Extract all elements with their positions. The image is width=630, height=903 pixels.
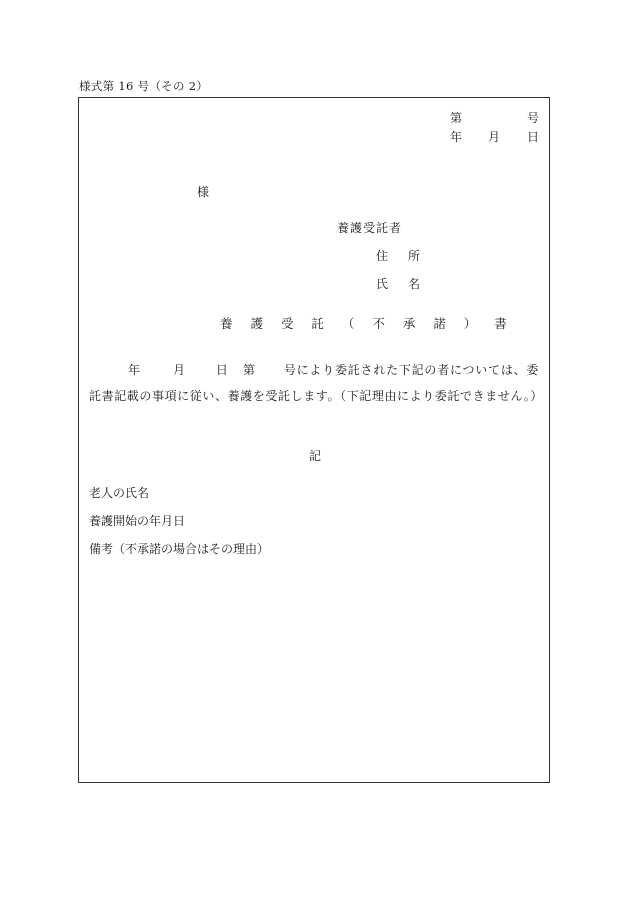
date-day: 日 [527, 130, 540, 144]
item-start-date: 養護開始の年月日 [89, 514, 186, 528]
body-text: 号により委託された下記の者については、委託書記載の事項に従い、養護を受託します。（下記理由により委託できません。） [89, 363, 543, 403]
number-prefix: 第 [450, 111, 463, 125]
address-label: 住 所 [376, 249, 425, 263]
document-title: 養 護 受 託 （ 不 承 諾 ） 書 [220, 316, 514, 331]
item-elder-name: 老人の氏名 [89, 486, 150, 500]
ki-label: 記 [309, 449, 322, 463]
body-day: 日 [215, 363, 229, 377]
form-label: 様式第 16 号（その 2） [79, 79, 209, 93]
body-year: 年 [128, 363, 141, 377]
addressee-suffix: 様 [197, 185, 210, 199]
name-label: 氏 名 [376, 277, 425, 291]
number-suffix: 号 [527, 111, 540, 125]
date-month: 月 [488, 130, 501, 144]
sender-title: 養護受託者 [337, 221, 403, 235]
body-number-prefix: 第 [242, 363, 256, 377]
date-year: 年 [450, 130, 463, 144]
document-frame [78, 97, 550, 783]
body-month: 月 [172, 363, 186, 377]
body-paragraph [89, 357, 543, 409]
item-remarks: 備考（不承諾の場合はその理由） [89, 542, 270, 556]
